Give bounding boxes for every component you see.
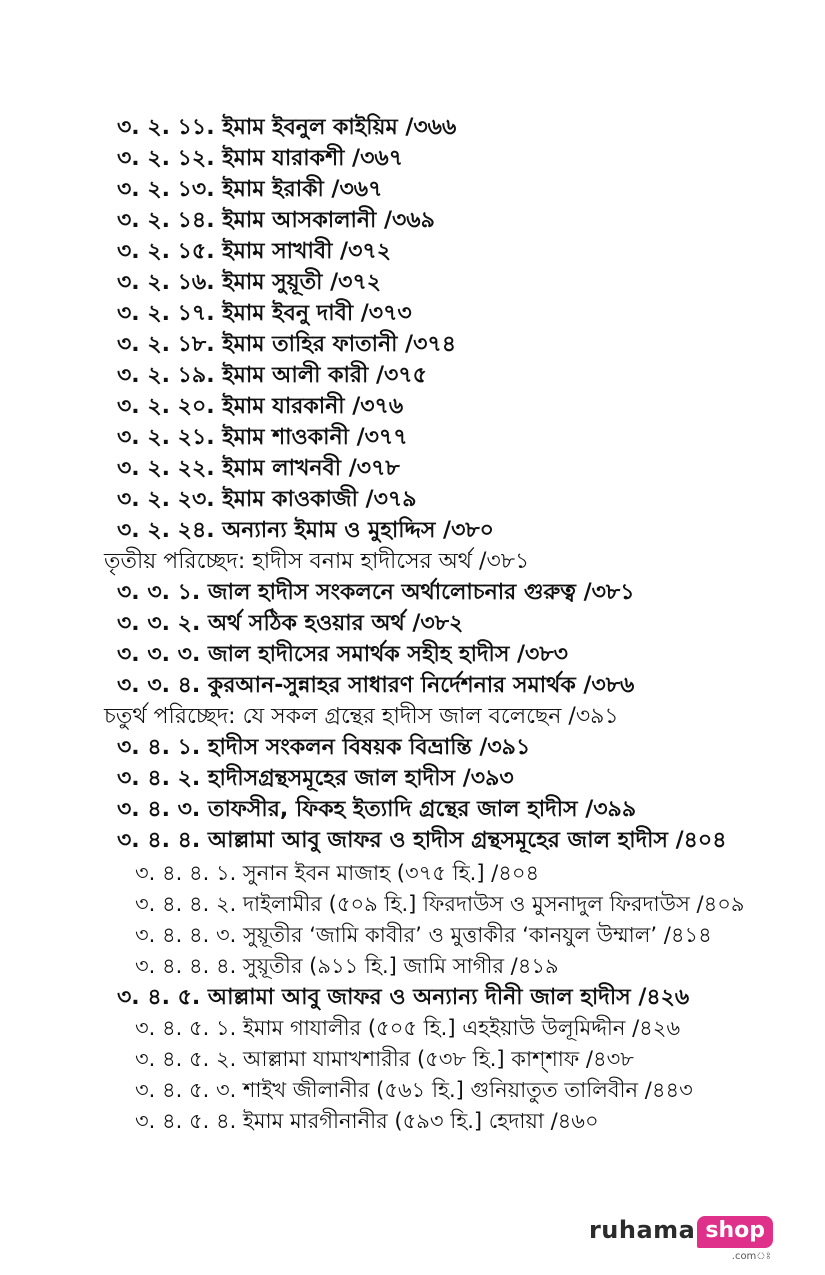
toc-entry: ৩. ২. ১৭. ইমাম ইবনু দাবী /৩৭৩ [117,301,412,326]
toc-subentry: ৩. ৪. ৫. ৩. শাইখ জীলানীর (৫৬১ হি.] গুনিয়াতুত তালিবীন /৪৪৩ [135,1078,693,1102]
toc-subentry: ৩. ৪. ৫. ১. ইমাম গাযালীর (৫০৫ হি.] এহইয়াউ উলূমিদ্দীন /৪২৬ [135,1016,681,1040]
toc-entry: ৩. ২. ১৩. ইমাম ইরাকী /৩৬৭ [117,177,383,202]
toc-entry: ৩. ২. ২৩. ইমাম কাওকাজী /৩৭৯ [117,487,417,512]
toc-entry: ৩. ২. ১৬. ইমাম সুয়ূতী /৩৭২ [117,270,382,295]
toc-entry: ৩. ৪. ৫. আল্লামা আবু জাফর ও অন্যান্য দীনী জাল হাদীস /৪২৬ [117,985,690,1010]
toc-entry: ৩. ৩. ৩. জাল হাদীসের সমার্থক সহীহ হাদীস /৩৮৩ [117,642,568,667]
toc-subentry: ৩. ৪. ৪. ২. দাইলামীর (৫০৯ হি.] ফিরদাউস ও মুসনাদুল ফিরদাউস /৪০৯ [135,892,745,916]
logo-text: ruhama [588,1216,696,1244]
chapter-heading: তৃতীয় পরিচ্ছেদ: হাদীস বনাম হাদীসের অর্থ /৩৮১ [104,549,530,574]
logo-badge: shop [697,1216,773,1248]
toc-entry: ৩. ২. ১৫. ইমাম সাখাবী /৩৭২ [117,239,392,264]
toc-entry: ৩. ২. ১৪. ইমাম আসকালানী /৩৬৯ [117,208,435,233]
toc-subentry: ৩. ৪. ৪. ৩. সুয়ূতীর ‘জামি কাবীর’ ও মুত্তাকীর ‘কানযুল উম্মাল’ /৪১৪ [135,923,712,947]
logo-suffix: .comঃ [731,1251,771,1262]
toc-entry: ৩. ৪. ৪. আল্লামা আবু জাফর ও হাদীস গ্রন্থসমূহের জাল হাদীস /৪০৪ [117,828,727,853]
toc-entry: ৩. ২. ১৯. ইমাম আলী কারী /৩৭৫ [117,363,427,388]
toc-entry: ৩. ২. ১২. ইমাম যারাকশী /৩৬৭ [117,146,403,171]
chapter-heading: চতুর্থ পরিচ্ছেদ: যে সকল গ্রন্থের হাদীস জাল বলেছেন /৩৯১ [104,704,619,729]
toc-entry: ৩. ৪. ৩. তাফসীর, ফিকহ ইত্যাদি গ্রন্থের জাল হাদীস /৩৯৯ [117,797,637,822]
toc-entry: ৩. ২. ২৪. অন্যান্য ইমাম ও মুহাদ্দিস /৩৮০ [117,518,494,543]
toc-subentry: ৩. ৪. ৪. ১. সুনান ইবন মাজাহ (৩৭৫ হি.] /৪০৪ [135,861,540,885]
toc-entry: ৩. ২. ২২. ইমাম লাখনবী /৩৭৮ [117,456,400,481]
toc-entry: ৩. ২. ২০. ইমাম যারকানী /৩৭৬ [117,394,404,419]
toc-subentry: ৩. ৪. ৫. ৪. ইমাম মারগীনানীর (৫৯৩ হি.] হেদায়া /৪৬০ [135,1109,599,1133]
toc-entry: ৩. ৩. ২. অর্থ সঠিক হওয়ার অর্থ /৩৮২ [117,611,464,636]
toc-entry: ৩. ৪. ২. হাদীসগ্রন্থসমূহের জাল হাদীস /৩৯৩ [117,766,514,791]
toc-entry: ৩. ২. ১৮. ইমাম তাহির ফাতানী /৩৭৪ [117,332,456,357]
toc-entry: ৩. ২. ১১. ইমাম ইবনুল কাইয়িম /৩৬৬ [117,115,457,140]
ruhamashop-logo [588,1216,773,1262]
toc-entry: ৩. ৪. ১. হাদীস সংকলন বিষয়ক বিভ্রান্তি /৩৯১ [117,735,531,760]
logo-badge-group [697,1216,773,1266]
toc-entry: ৩. ২. ২১. ইমাম শাওকানী /৩৭৭ [117,425,408,450]
toc-subentry: ৩. ৪. ৪. ৪. সুয়ূতীর (৯১১ হি.] জামি সাগীর /৪১৯ [135,954,559,978]
toc-entry: ৩. ৩. ১. জাল হাদীস সংকলনে অর্থালোচনার গুরুত্ব /৩৮১ [117,580,635,605]
toc-subentry: ৩. ৪. ৫. ২. আল্লামা যামাখশারীর (৫৩৮ হি.] কাশ্‌শাফ /৪৩৮ [135,1047,634,1071]
toc-entry: ৩. ৩. ৪. কুরআন-সুন্নাহর সাধারণ নির্দেশনার সমার্থক /৩৮৬ [117,673,635,698]
